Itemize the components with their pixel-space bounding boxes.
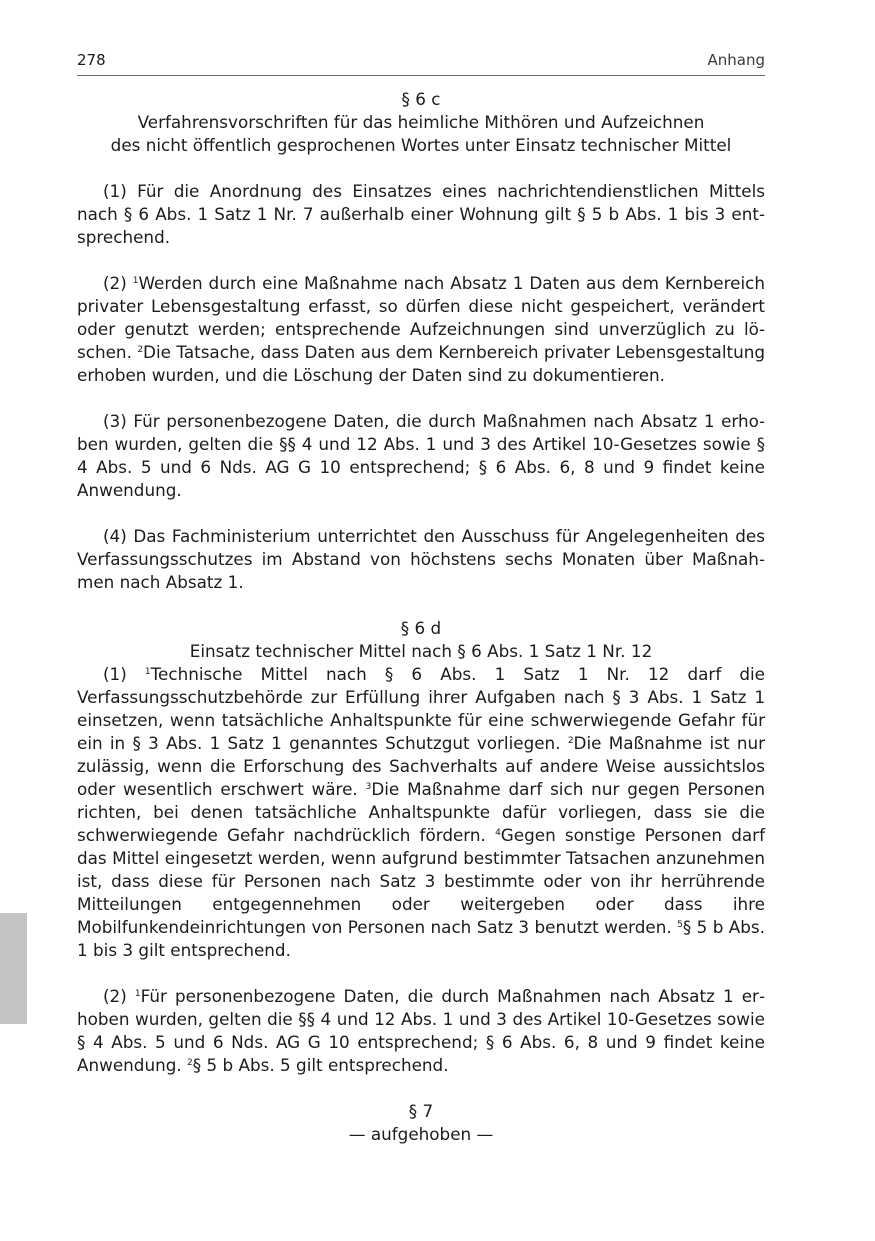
section-title: Einsatz technischer Mittel nach § 6 Abs. 1 Satz 1 Nr. 12 — [189, 641, 653, 661]
paragraph-lead: (2) — [103, 273, 133, 293]
sentence: Die Maßnahme darf sich nur gegen Personen richten, bei denen tatsächliche Anhaltspunkte dafür vorliegen, dass sie die schwerwiegende Gefahr nachdrücklich fördern. — [77, 779, 765, 845]
running-head: Anhang — [707, 51, 765, 69]
sentence-number: 2 — [187, 1058, 193, 1068]
section-number: § 7 — [408, 1101, 434, 1121]
section-6d — [77, 617, 765, 1077]
sentence-number: 1 — [134, 989, 141, 999]
section-number: § 6 d — [400, 618, 442, 638]
paragraph-1 — [77, 663, 765, 962]
sentence: Die Maßnahme ist nur zulässig, wenn die Erforschung des Sachverhalts auf andere Weise aussichtslos oder wesentlich erschwert wäre. — [77, 733, 765, 799]
paragraph-1: (1) Für die Anordnung des Einsatzes eines nachrichtendienstlichen Mittels nach § 6 Abs. 1 Satz 1 Nr. 7 außerhalb einer Wohnung gilt § 5 b Abs. 1 bis 3 entsprechend. — [77, 181, 765, 247]
section-number: § 6 c — [401, 89, 441, 109]
paragraph-4: (4) Das Fachministerium unterrichtet den Ausschuss für Angelegenheiten des Verfassungsschutzes im Abstand von höchstens sechs Monaten über Maßnahmen nach Absatz 1. — [77, 526, 765, 592]
section-title-line-2: des nicht öffentlich gesprochenen Wortes unter Einsatz technischer Mittel — [110, 135, 732, 155]
section-7 — [77, 1100, 765, 1146]
sentence: Die Tatsache, dass Daten aus dem Kernbereich privater Lebensgestaltung erhoben wurden, und die Löschung der Daten sind zu dokumentieren. — [77, 342, 766, 385]
sentence-number: 5 — [677, 920, 683, 930]
section-status: — aufgehoben — — [348, 1124, 494, 1144]
section-title-line-1: Verfahrensvorschriften für das heimliche Mithören und Aufzeichnen — [137, 112, 705, 132]
thumb-tab-marker — [0, 913, 27, 1024]
paragraph-2 — [77, 272, 765, 387]
sentence-number: 1 — [144, 667, 151, 677]
sentence: Gegen sonstige Personen darf das Mittel eingesetzt werden, wenn aufgrund bestimmter Tatsachen anzunehmen ist, dass diese für Personen nach Satz 3 bestimmte oder von ihr herrührende Mitteilungen entgegennehmen oder weitergeben oder dass ihre Mobilfunkendeinrichtungen von Personen nach Satz 3 benutzt werden. — [77, 825, 765, 937]
paragraph-lead: (2) — [103, 986, 135, 1006]
sentence: Werden durch eine Maßnahme nach Absatz 1 Daten aus dem Kernbereich privater Lebensgestaltung erfasst, so dürfen diese nicht gespeichert, verändert oder genutzt werden; entsprechende Aufzeichnungen sind unverzüglich zu löschen. — [77, 273, 765, 362]
sentence-number: 4 — [495, 828, 501, 838]
page-number: 278 — [77, 51, 106, 69]
sentence: Technische Mittel nach § 6 Abs. 1 Satz 1 Nr. 12 darf die Verfassungsschutzbehörde zur Erfüllung ihrer Aufgaben nach § 3 Abs. 1 Satz 1 einsetzen, wenn tatsächliche Anhaltspunkte für eine schwerwiegende Gefahr für ein in § 3 Abs. 1 Satz 1 genanntes Schutzgut vorliegen. — [77, 664, 766, 753]
sentence-number: 3 — [365, 782, 372, 792]
paragraph-3: (3) Für personenbezogene Daten, die durch Maßnahmen nach Absatz 1 erhoben wurden, gelten die §§ 4 und 12 Abs. 1 und 3 des Artikel 10-Gesetzes sowie § 4 Abs. 5 und 6 Nds. AG G 10 entsprechend; § 6 Abs. 6, 8 und 9 findet keine Anwendung. — [77, 411, 765, 500]
sentence-number: 2 — [137, 345, 144, 355]
sentence-number: 2 — [567, 736, 574, 746]
sentence: § 5 b Abs. 5 gilt entsprechend. — [192, 1055, 449, 1075]
sentence: § 5 b Abs. 1 bis 3 gilt entsprechend. — [77, 917, 765, 960]
paragraph-2 — [77, 985, 765, 1077]
sentence-number: 1 — [132, 276, 139, 286]
section-6c — [77, 88, 765, 594]
sentence: Für personenbezogene Daten, die durch Maßnahmen nach Absatz 1 erhoben wurden, gelten die §§ 4 und 12 Abs. 1 und 3 des Artikel 10-Gesetzes sowie § 4 Abs. 5 und 6 Nds. AG G 10 entsprechend; § 6 Abs. 6, 8 und 9 findet keine Anwendung. — [77, 986, 765, 1075]
page-body — [77, 88, 765, 1146]
header-rule — [77, 75, 765, 76]
paragraph-lead: (1) — [103, 664, 145, 684]
